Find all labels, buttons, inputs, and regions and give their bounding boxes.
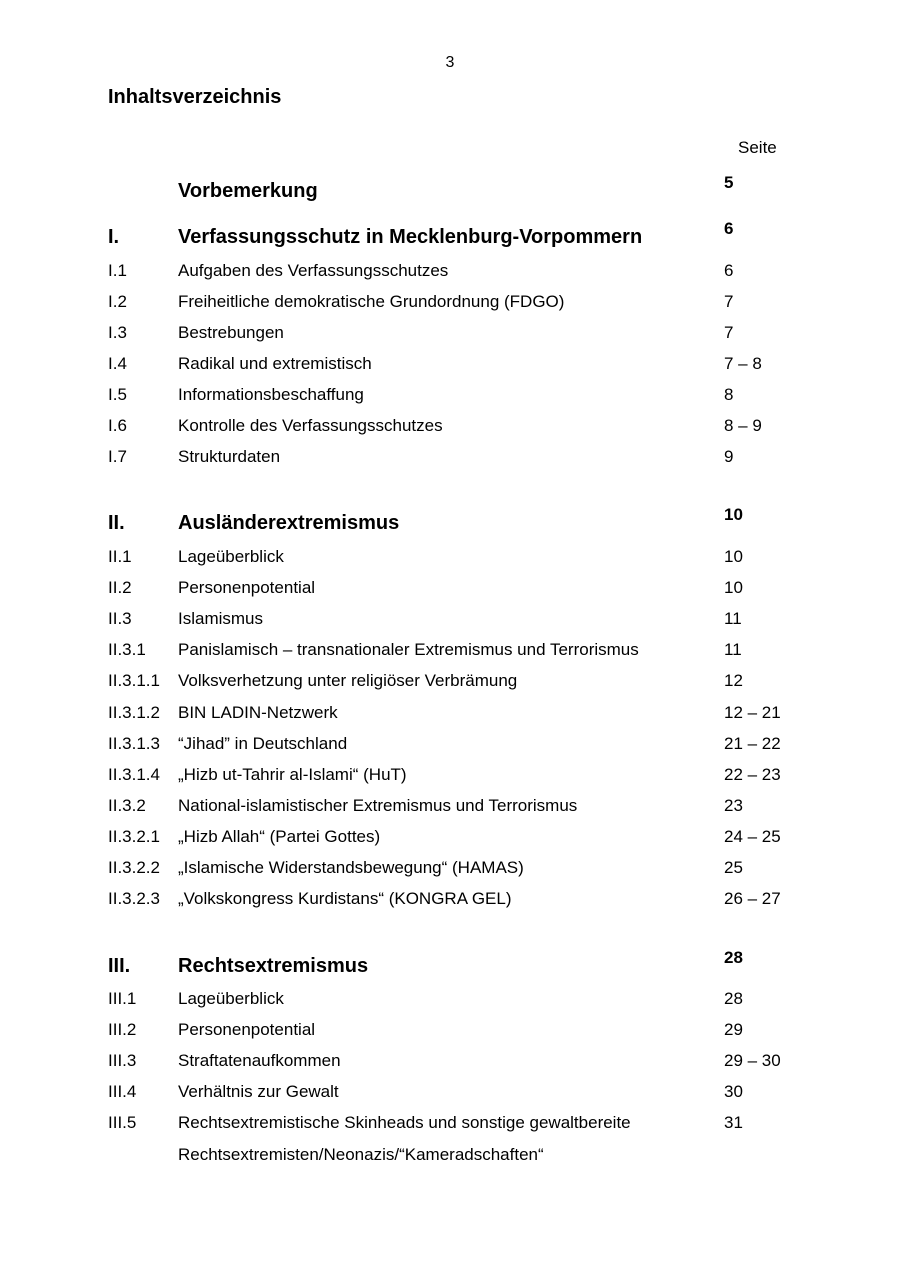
toc-entry-page: 8 bbox=[724, 385, 734, 404]
toc-entry bbox=[0, 700, 900, 726]
toc-entry-title: National-islamistischer Extremismus und Terrorismus bbox=[178, 796, 578, 815]
toc-entry bbox=[0, 1017, 900, 1043]
toc-entry-title: Lageüberblick bbox=[178, 547, 284, 566]
toc-entry-page: 12 – 21 bbox=[724, 703, 781, 722]
toc-entry-number: II.2 bbox=[108, 578, 132, 597]
toc-entry bbox=[0, 855, 900, 881]
toc-entry-page: 8 – 9 bbox=[724, 416, 762, 435]
toc-entry-title: „Volkskongress Kurdistans“ (KONGRA GEL) bbox=[178, 889, 512, 908]
toc-entry bbox=[0, 637, 900, 663]
toc-entry-page: 7 bbox=[724, 292, 734, 311]
toc-entry bbox=[0, 258, 900, 284]
toc-entry-title: Verfassungsschutz in Mecklenburg-Vorpommern bbox=[178, 226, 643, 248]
toc-entry bbox=[0, 886, 900, 912]
toc-entry-page: 10 bbox=[724, 578, 743, 597]
toc-entry-page: 7 – 8 bbox=[724, 354, 762, 373]
toc-entry-page: 11 bbox=[724, 609, 742, 628]
toc-entry-number: II.3.2.2 bbox=[108, 858, 160, 877]
toc-entry-number: I.4 bbox=[108, 354, 127, 373]
toc-entry-title: “Jihad” in Deutschland bbox=[178, 734, 348, 753]
toc-entry bbox=[0, 1079, 900, 1105]
toc-entry-title: Rechtsextremismus bbox=[178, 955, 369, 977]
toc-entry-number: II.3 bbox=[108, 609, 132, 628]
toc-entry bbox=[0, 544, 900, 570]
toc-entry-number: I.3 bbox=[108, 323, 127, 342]
toc-entry-title: Rechtsextremistische Skinheads und sonstige gewaltbereite bbox=[178, 1113, 631, 1132]
toc-entry-page: 21 – 22 bbox=[724, 734, 781, 753]
toc-entry-title: Strukturdaten bbox=[178, 447, 281, 466]
toc-entry-number: III.2 bbox=[108, 1020, 137, 1039]
toc-entry-page: 24 – 25 bbox=[724, 827, 781, 846]
toc-entry-title: „Islamische Widerstandsbewegung“ (HAMAS) bbox=[178, 858, 524, 877]
toc-entry-title: Straftatenaufkommen bbox=[178, 1051, 341, 1070]
toc-entry-number: II.3.1.2 bbox=[108, 703, 160, 722]
toc-entry bbox=[0, 1110, 900, 1136]
toc-entry-page: 9 bbox=[724, 447, 734, 466]
toc-entry-title: Verhältnis zur Gewalt bbox=[178, 1082, 339, 1101]
toc-entry-page: 29 bbox=[724, 1020, 743, 1039]
toc-entry-number: I.6 bbox=[108, 416, 127, 435]
toc-entry bbox=[0, 289, 900, 315]
toc-entry bbox=[0, 1048, 900, 1074]
toc-entry-title: Panislamisch – transnationaler Extremismus und Terrorismus bbox=[178, 640, 639, 659]
toc-entry-number: II.3.1 bbox=[108, 640, 146, 659]
toc-entry bbox=[0, 762, 900, 788]
toc-entry-page: 31 bbox=[724, 1113, 743, 1132]
toc-entry-page: 7 bbox=[724, 323, 734, 342]
toc-entry bbox=[0, 575, 900, 601]
toc-entry-title: Bestrebungen bbox=[178, 323, 284, 342]
toc-entry-number: II.3.1.4 bbox=[108, 765, 160, 784]
toc-entry-page: 28 bbox=[724, 989, 743, 1008]
page-column-label: Seite bbox=[738, 138, 777, 157]
toc-entry-number: II.3.2.3 bbox=[108, 889, 160, 908]
toc-entry-number: II.1 bbox=[108, 547, 132, 566]
toc-entry-number: I.2 bbox=[108, 292, 127, 311]
toc-entry-number: II.3.2.1 bbox=[108, 827, 160, 846]
toc-section-heading bbox=[0, 948, 900, 981]
toc-entry-title: Radikal und extremistisch bbox=[178, 354, 372, 373]
toc-entry-page: 6 bbox=[724, 219, 734, 238]
toc-entry bbox=[0, 668, 900, 694]
toc-entry-number: III.1 bbox=[108, 989, 137, 1008]
toc-entry bbox=[0, 444, 900, 470]
toc-entry-title: Aufgaben des Verfassungsschutzes bbox=[178, 261, 449, 280]
toc-entry bbox=[0, 1142, 900, 1168]
toc-entry-title: „Hizb ut-Tahrir al-Islami“ (HuT) bbox=[178, 765, 407, 784]
toc-entry bbox=[0, 793, 900, 819]
toc-entry bbox=[0, 351, 900, 377]
toc-entry-title: Vorbemerkung bbox=[178, 180, 318, 202]
toc-entry-number: III.3 bbox=[108, 1051, 137, 1070]
toc-entry bbox=[0, 413, 900, 439]
toc-entry-page: 10 bbox=[724, 505, 743, 524]
toc-entry-page: 12 bbox=[724, 671, 743, 690]
toc-entry bbox=[0, 731, 900, 757]
toc-entry-number: II. bbox=[108, 512, 125, 534]
toc-entry-title: Kontrolle des Verfassungsschutzes bbox=[178, 416, 443, 435]
toc-entry-number: III.5 bbox=[108, 1113, 137, 1132]
toc-entry bbox=[0, 320, 900, 346]
toc-entry-number: II.3.2 bbox=[108, 796, 146, 815]
toc-entry-title: Lageüberblick bbox=[178, 989, 284, 1008]
toc-entry-title: Rechtsextremisten/Neonazis/“Kameradschaften“ bbox=[178, 1145, 544, 1164]
toc-entry-title: Freiheitliche demokratische Grundordnung (FDGO) bbox=[178, 292, 565, 311]
toc-entry-page: 10 bbox=[724, 547, 743, 566]
toc-entry-title: Personenpotential bbox=[178, 578, 316, 597]
toc-section-heading bbox=[0, 173, 900, 206]
toc-section-heading bbox=[0, 505, 900, 538]
toc-entry-title: Ausländerextremismus bbox=[178, 512, 400, 534]
toc-entry-page: 30 bbox=[724, 1082, 743, 1101]
toc-entry-number: I.7 bbox=[108, 447, 127, 466]
toc-entry-number: II.3.1.3 bbox=[108, 734, 160, 753]
page-title: Inhaltsverzeichnis bbox=[108, 86, 282, 108]
toc-entry-number: III.4 bbox=[108, 1082, 137, 1101]
toc-entry-page: 11 bbox=[724, 640, 742, 659]
toc-entry-number: I.5 bbox=[108, 385, 127, 404]
toc-entry-page: 23 bbox=[724, 796, 743, 815]
toc-entry-title: Volksverhetzung unter religiöser Verbrämung bbox=[178, 671, 518, 690]
toc-entry bbox=[0, 824, 900, 850]
toc-entry-title: Personenpotential bbox=[178, 1020, 316, 1039]
toc-entry-page: 22 – 23 bbox=[724, 765, 781, 784]
toc-section-heading bbox=[0, 219, 900, 252]
toc-entry-page: 26 – 27 bbox=[724, 889, 781, 908]
toc-entry-page: 5 bbox=[724, 173, 734, 192]
toc-entry-page: 6 bbox=[724, 261, 734, 280]
toc-entry-number: II.3.1.1 bbox=[108, 671, 160, 690]
toc-entry bbox=[0, 986, 900, 1012]
page-number: 3 bbox=[445, 54, 455, 71]
toc-entry-title: Informationsbeschaffung bbox=[178, 385, 364, 404]
toc-entry-number: I. bbox=[108, 226, 120, 248]
toc-entry-number: I.1 bbox=[108, 261, 127, 280]
toc-entry-page: 28 bbox=[724, 948, 743, 967]
toc-entry-title: Islamismus bbox=[178, 609, 264, 628]
toc-entry-page: 25 bbox=[724, 858, 743, 877]
toc-entry-title: BIN LADIN-Netzwerk bbox=[178, 703, 338, 722]
toc-entry bbox=[0, 606, 900, 632]
toc-entry-title: „Hizb Allah“ (Partei Gottes) bbox=[178, 827, 381, 846]
toc-entry-page: 29 – 30 bbox=[724, 1051, 781, 1070]
toc-entry-number: III. bbox=[108, 955, 131, 977]
toc-entry bbox=[0, 382, 900, 408]
